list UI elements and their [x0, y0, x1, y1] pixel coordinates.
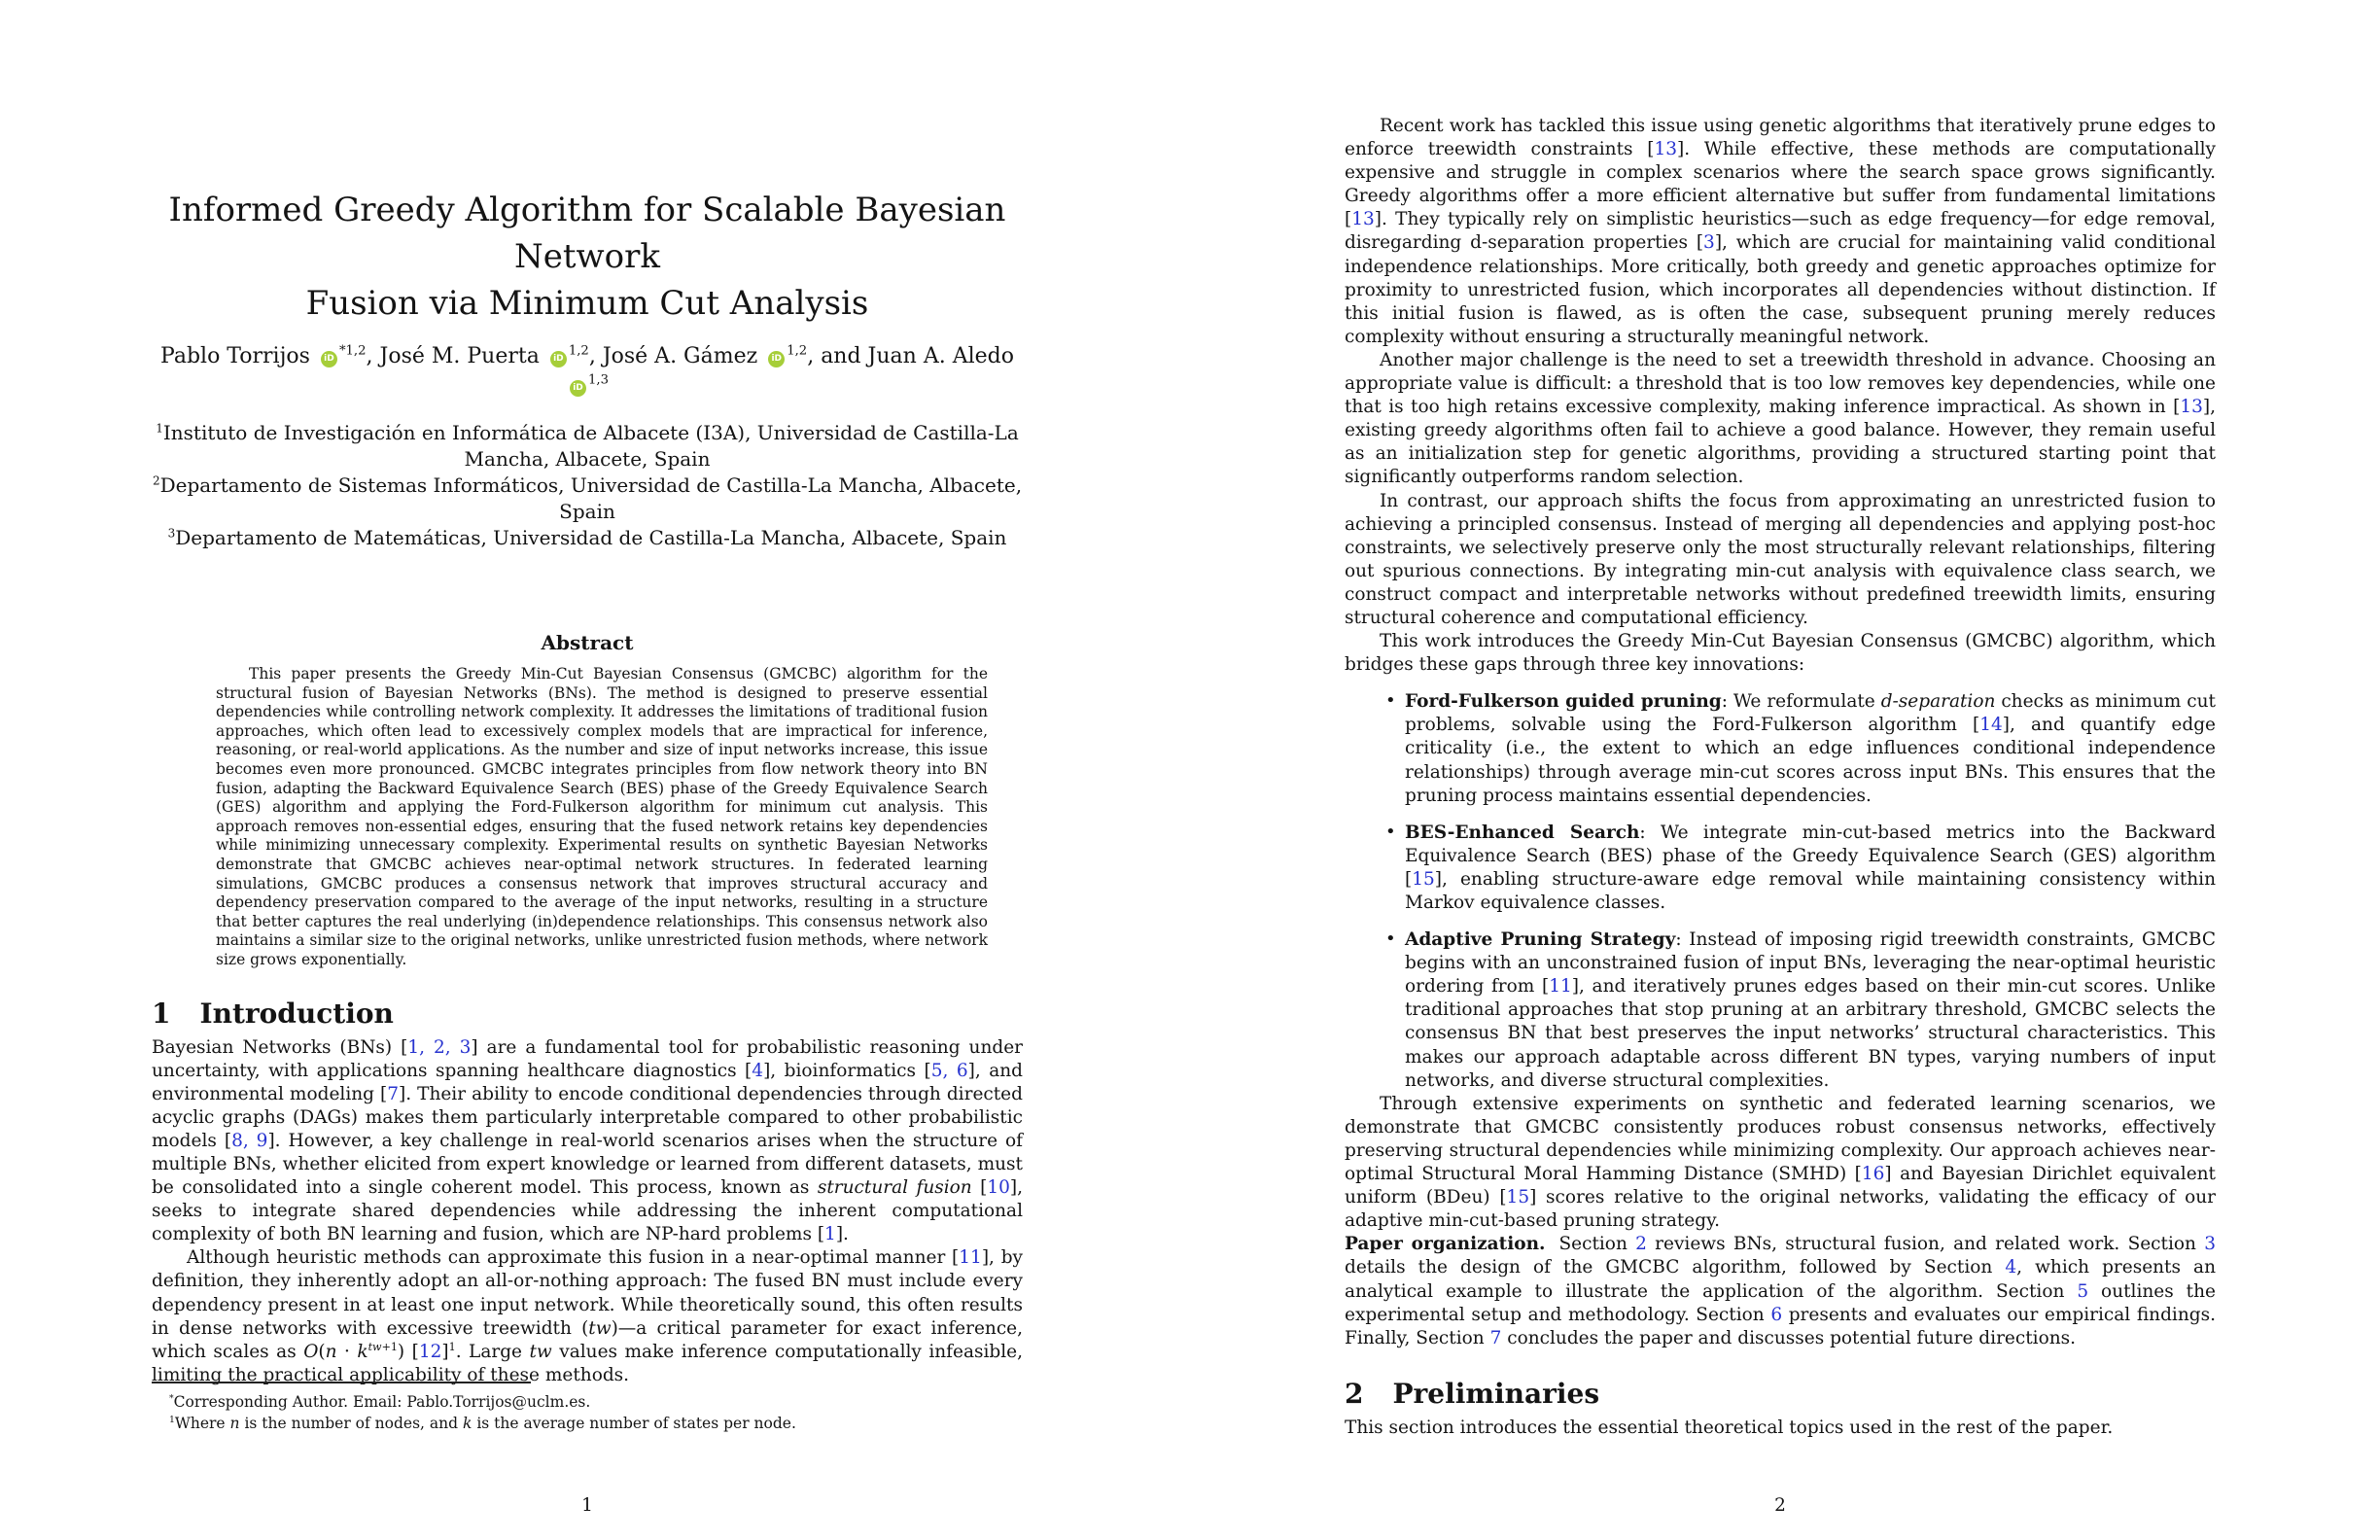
- orcid-icon[interactable]: iD: [321, 351, 337, 368]
- footnote-notation: $^1$Where n is the number of nodes, and k is the average number of states per node.: [169, 1414, 796, 1432]
- page-1-number: 1: [581, 1495, 593, 1516]
- section-2-number: 2: [1345, 1377, 1364, 1410]
- citation-link[interactable]: 14: [1979, 715, 2003, 736]
- bullet-ford-fulkerson: • Ford-Fulkerson guided pruning: We reformulate d-separation checks as minimum cut problems, solvable using the Ford-Fulkerson algorithm [14], and quantify edge criticality (i.e., the extent to which an edge influences conditional independence relationships) through average min-cut scores across input BNs. This ensures that the pruning process maintains essential dependencies.: [1385, 690, 2216, 806]
- abstract-text: This paper presents the Greedy Min-Cut Bayesian Consensus (GMCBC) algorithm for the structural fusion of Bayesian Networks (BNs). The method is designed to preserve essential dependencies while controlling network complexity. It addresses the limitations of traditional fusion approaches, which often lead to excessively complex models that are impractical for inference, reasoning, or real-world applications. As the number and size of input networks increase, this issue becomes even more pronounced. GMCBC integrates principles from flow network theory into BN fusion, adapting the Backward Equivalence Search (BES) phase of the Greedy Equivalence Search (GES) algorithm and applying the Ford-Fulkerson algorithm for minimum cut analysis. This approach removes non-essential edges, ensuring that the fused network retains key dependencies while minimizing unnecessary complexity. Experimental results on synthetic Bayesian Networks demonstrate that GMCBC achieves near-optimal network structures. In federated learning simulations, GMCBC produces a consensus network that improves structural accuracy and dependency preservation compared to the average of the input networks, resulting in a structure that better captures the real underlying (in)dependence relationships. This consensus network also maintains a similar size to the original networks, unlike unrestricted fusion methods, where network size grows exponentially.: [216, 665, 988, 968]
- author-line: Pablo Torrijos iD$^{*1,2}$, José M. Puerta iD$^{1,2}$, José A. Gámez iD$^{1,2}$, and Juan A. Aledo iD$^{1,3}$: [152, 342, 1023, 401]
- orcid-icon[interactable]: iD: [550, 351, 567, 368]
- citation-link[interactable]: 10: [987, 1177, 1010, 1199]
- affiliations: [152, 420, 1023, 551]
- citation-link[interactable]: 1: [824, 1224, 836, 1245]
- paragraph-through-experiments: Through extensive experiments on synthetic and federated learning scenarios, we demonstrate that GMCBC consistently produces robust consensus networks, effectively preserving structural dependencies while minimizing complexity. Our approach achieves near-optimal Structural Moral Hamming Distance (SMHD) [16] and Bayesian Dirichlet equivalent uniform (BDeu) [15] scores relative to the original networks, validating the efficacy of our adaptive min-cut-based pruning strategy.: [1345, 1093, 2216, 1232]
- citation-link[interactable]: 13: [1654, 139, 1678, 160]
- section-ref-link[interactable]: 4: [2005, 1257, 2017, 1278]
- section-ref-link[interactable]: 5: [2077, 1280, 2089, 1302]
- section-ref-link[interactable]: 2: [1635, 1234, 1647, 1255]
- page-2-column: [1345, 0, 2216, 1440]
- footnote-corresponding-author: *Corresponding Author. Email: Pablo.Torrijos@uclm.es.: [169, 1392, 591, 1411]
- orcid-icon[interactable]: iD: [768, 351, 785, 368]
- paragraph-preliminaries-intro: This section introduces the essential theoretical topics used in the rest of the paper.: [1345, 1417, 2114, 1438]
- citation-link[interactable]: 12: [418, 1341, 442, 1362]
- paragraph-recent-work: Recent work has tackled this issue using genetic algorithms that iteratively prune edges to enforce treewidth constraints [13]. While effective, these methods are computationally expensive and struggle in complex scenarios where the search space grows significantly. Greedy algorithms offer a more efficient alternative but suffer from fundamental limitations [13]. They typically rely on simplistic heuristics—such as edge frequency—for edge removal, disregarding d-separation properties [3], which are crucial for maintaining valid conditional independence relationships. More critically, both greedy and genetic approaches optimize for proximity to unrestricted fusion, which incorporates all dependencies without distinction. If this initial fusion is flawed, as is often the case, subsequent pruning merely reduces complexity without ensuring a structurally meaningful network.: [1345, 116, 2217, 347]
- citation-link[interactable]: 13: [2180, 397, 2203, 418]
- citation-link[interactable]: 5, 6: [930, 1060, 968, 1081]
- section-ref-link[interactable]: 3: [2204, 1234, 2216, 1255]
- paper-title-line-1: Informed Greedy Algorithm for Scalable Bayesian Network: [168, 191, 1006, 276]
- citation-link[interactable]: 13: [1351, 209, 1375, 230]
- footnote-rule: [152, 1382, 531, 1383]
- paragraph-in-contrast: In contrast, our approach shifts the focus from approximating an unrestricted fusion to achieving a principled consensus. Instead of merging all dependencies and applying post-hoc constraints, we selectively preserve only the most structurally relevant relationships, filtering out spurious connections. By integrating min-cut analysis with equivalence class search, we construct compact and interpretable networks without predefined treewidth limits, ensuring structural coherence and computational efficiency.: [1345, 490, 2216, 628]
- bullet-adaptive-pruning: • Adaptive Pruning Strategy: Instead of imposing rigid treewidth constraints, GMCBC begins with an unconstrained fusion of input BNs, leveraging the near-optimal heuristic ordering from [11], and iteratively prunes edges based on their min-cut scores. Unlike traditional approaches that stop pruning at an arbitrary threshold, GMCBC selects the consensus BN that best preserves the input networks’ structural characteristics. This makes our approach adaptable across different BN types, varying numbers of input networks, and diverse structural complexities.: [1385, 928, 2216, 1091]
- abstract-heading: Abstract: [541, 631, 634, 654]
- citation-link[interactable]: 11: [1549, 976, 1572, 998]
- footnote-block: [152, 1382, 1023, 1434]
- citation-link[interactable]: 16: [1861, 1164, 1885, 1185]
- citation-link[interactable]: 1, 2, 3: [407, 1036, 472, 1058]
- section-1-heading: [152, 998, 1023, 1031]
- page-2-number: 2: [1774, 1495, 1786, 1516]
- page-2: [1190, 0, 2380, 1540]
- affiliation-3: $^3$Departamento de Matemáticas, Universidad de Castilla-La Mancha, Albacete, Spain: [167, 526, 1007, 549]
- citation-link[interactable]: 15: [1506, 1187, 1530, 1208]
- citation-link[interactable]: 7: [387, 1083, 399, 1104]
- paragraph-paper-organization: Paper organization. Section 2 reviews BNs, structural fusion, and related work. Section 3 details the design of the GMCBC algorithm, followed by Section 4, which presents an analytical example to illustrate the application of the algorithm. Section 5 outlines the experimental setup and methodology. Section 6 presents and evaluates our empirical findings. Finally, Section 7 concludes the paper and discusses potential future directions.: [1345, 1234, 2216, 1348]
- bullet-icon: •: [1385, 928, 1396, 950]
- section-1-title: Introduction: [199, 997, 394, 1030]
- paragraph-intro-2: Although heuristic methods can approximate this fusion in a near-optimal manner [11], by definition, they inherently adopt an all-or-nothing approach: The fused BN must include every dependency present in at least one input network. While theoretically sound, this often results in dense networks with excessive treewidth (tw)—a critical parameter for exact inference, which scales as $O(n \cdot k^{tw+1})$ $[12]^1$. Large tw values make inference computationally infeasible, limiting the practical applicability of these methods.: [152, 1247, 1024, 1385]
- section-2-title: Preliminaries: [1392, 1377, 1600, 1410]
- paper-title-line-2: Fusion via Minimum Cut Analysis: [305, 284, 869, 323]
- page-1-column: [152, 0, 1023, 1387]
- section-ref-link[interactable]: 6: [1770, 1304, 1783, 1325]
- paragraph-another-challenge: Another major challenge is the need to set a treewidth threshold in advance. Choosing an appropriate value is difficult: a threshold that is too low removes key dependencies, while one that is too high retains excessive complexity, making inference impractical. As shown in [13], existing greedy algorithms often fail to achieve a good balance. However, they remain useful as an initialization step for genetic algorithms, providing a structured starting point that significantly outperforms random selection.: [1345, 349, 2216, 488]
- section-2-heading: [1345, 1378, 2216, 1411]
- section-ref-link[interactable]: 7: [1489, 1327, 1502, 1348]
- citation-link[interactable]: 4: [752, 1060, 764, 1081]
- section-1-number: 1: [152, 997, 171, 1030]
- bullet-icon: •: [1385, 690, 1396, 712]
- citation-link[interactable]: 3: [1703, 232, 1715, 254]
- orcid-icon[interactable]: iD: [570, 380, 586, 397]
- citation-link[interactable]: 15: [1412, 868, 1435, 890]
- paragraph-this-work: This work introduces the Greedy Min-Cut Bayesian Consensus (GMCBC) algorithm, which bridges these gaps through three key innovations:: [1345, 631, 2216, 676]
- bullet-icon: •: [1385, 821, 1396, 842]
- innovation-list: [1345, 690, 2216, 1093]
- bullet-bes-enhanced: • BES-Enhanced Search: We integrate min-cut-based metrics into the Backward Equivalence Search (BES) phase of the Greedy Equivalence Search (GES) algorithm [15], enabling structure-aware edge removal while maintaining consistency within Markov equivalence classes.: [1385, 821, 2216, 913]
- citation-link[interactable]: 11: [959, 1247, 982, 1269]
- citation-link[interactable]: 8, 9: [231, 1130, 268, 1151]
- affiliation-2: $^2$Departamento de Sistemas Informáticos, Universidad de Castilla-La Mancha, Albacete, Spain: [152, 473, 1023, 523]
- paper-title: [152, 187, 1023, 327]
- paragraph-intro-1: Bayesian Networks (BNs) [1, 2, 3] are a fundamental tool for probabilistic reasoning under uncertainty, with applications spanning healthcare diagnostics [4], bioinformatics [5, 6], and environmental modeling [7]. Their ability to encode conditional dependencies through directed acyclic graphs (DAGs) makes them particularly interpretable compared to other probabilistic models [8, 9]. However, a key challenge in real-world scenarios arises when the structure of multiple BNs, whether elicited from expert knowledge or learned from different datasets, must be consolidated into a single coherent model. This process, known as structural fusion [10], seeks to integrate shared dependencies while addressing the inherent computational complexity of both BN learning and fusion, which are NP-hard problems [1].: [152, 1036, 1024, 1245]
- affiliation-1: $^1$Instituto de Investigación en Informática de Albacete (I3A), Universidad de Castilla-La Mancha, Albacete, Spain: [156, 421, 1019, 471]
